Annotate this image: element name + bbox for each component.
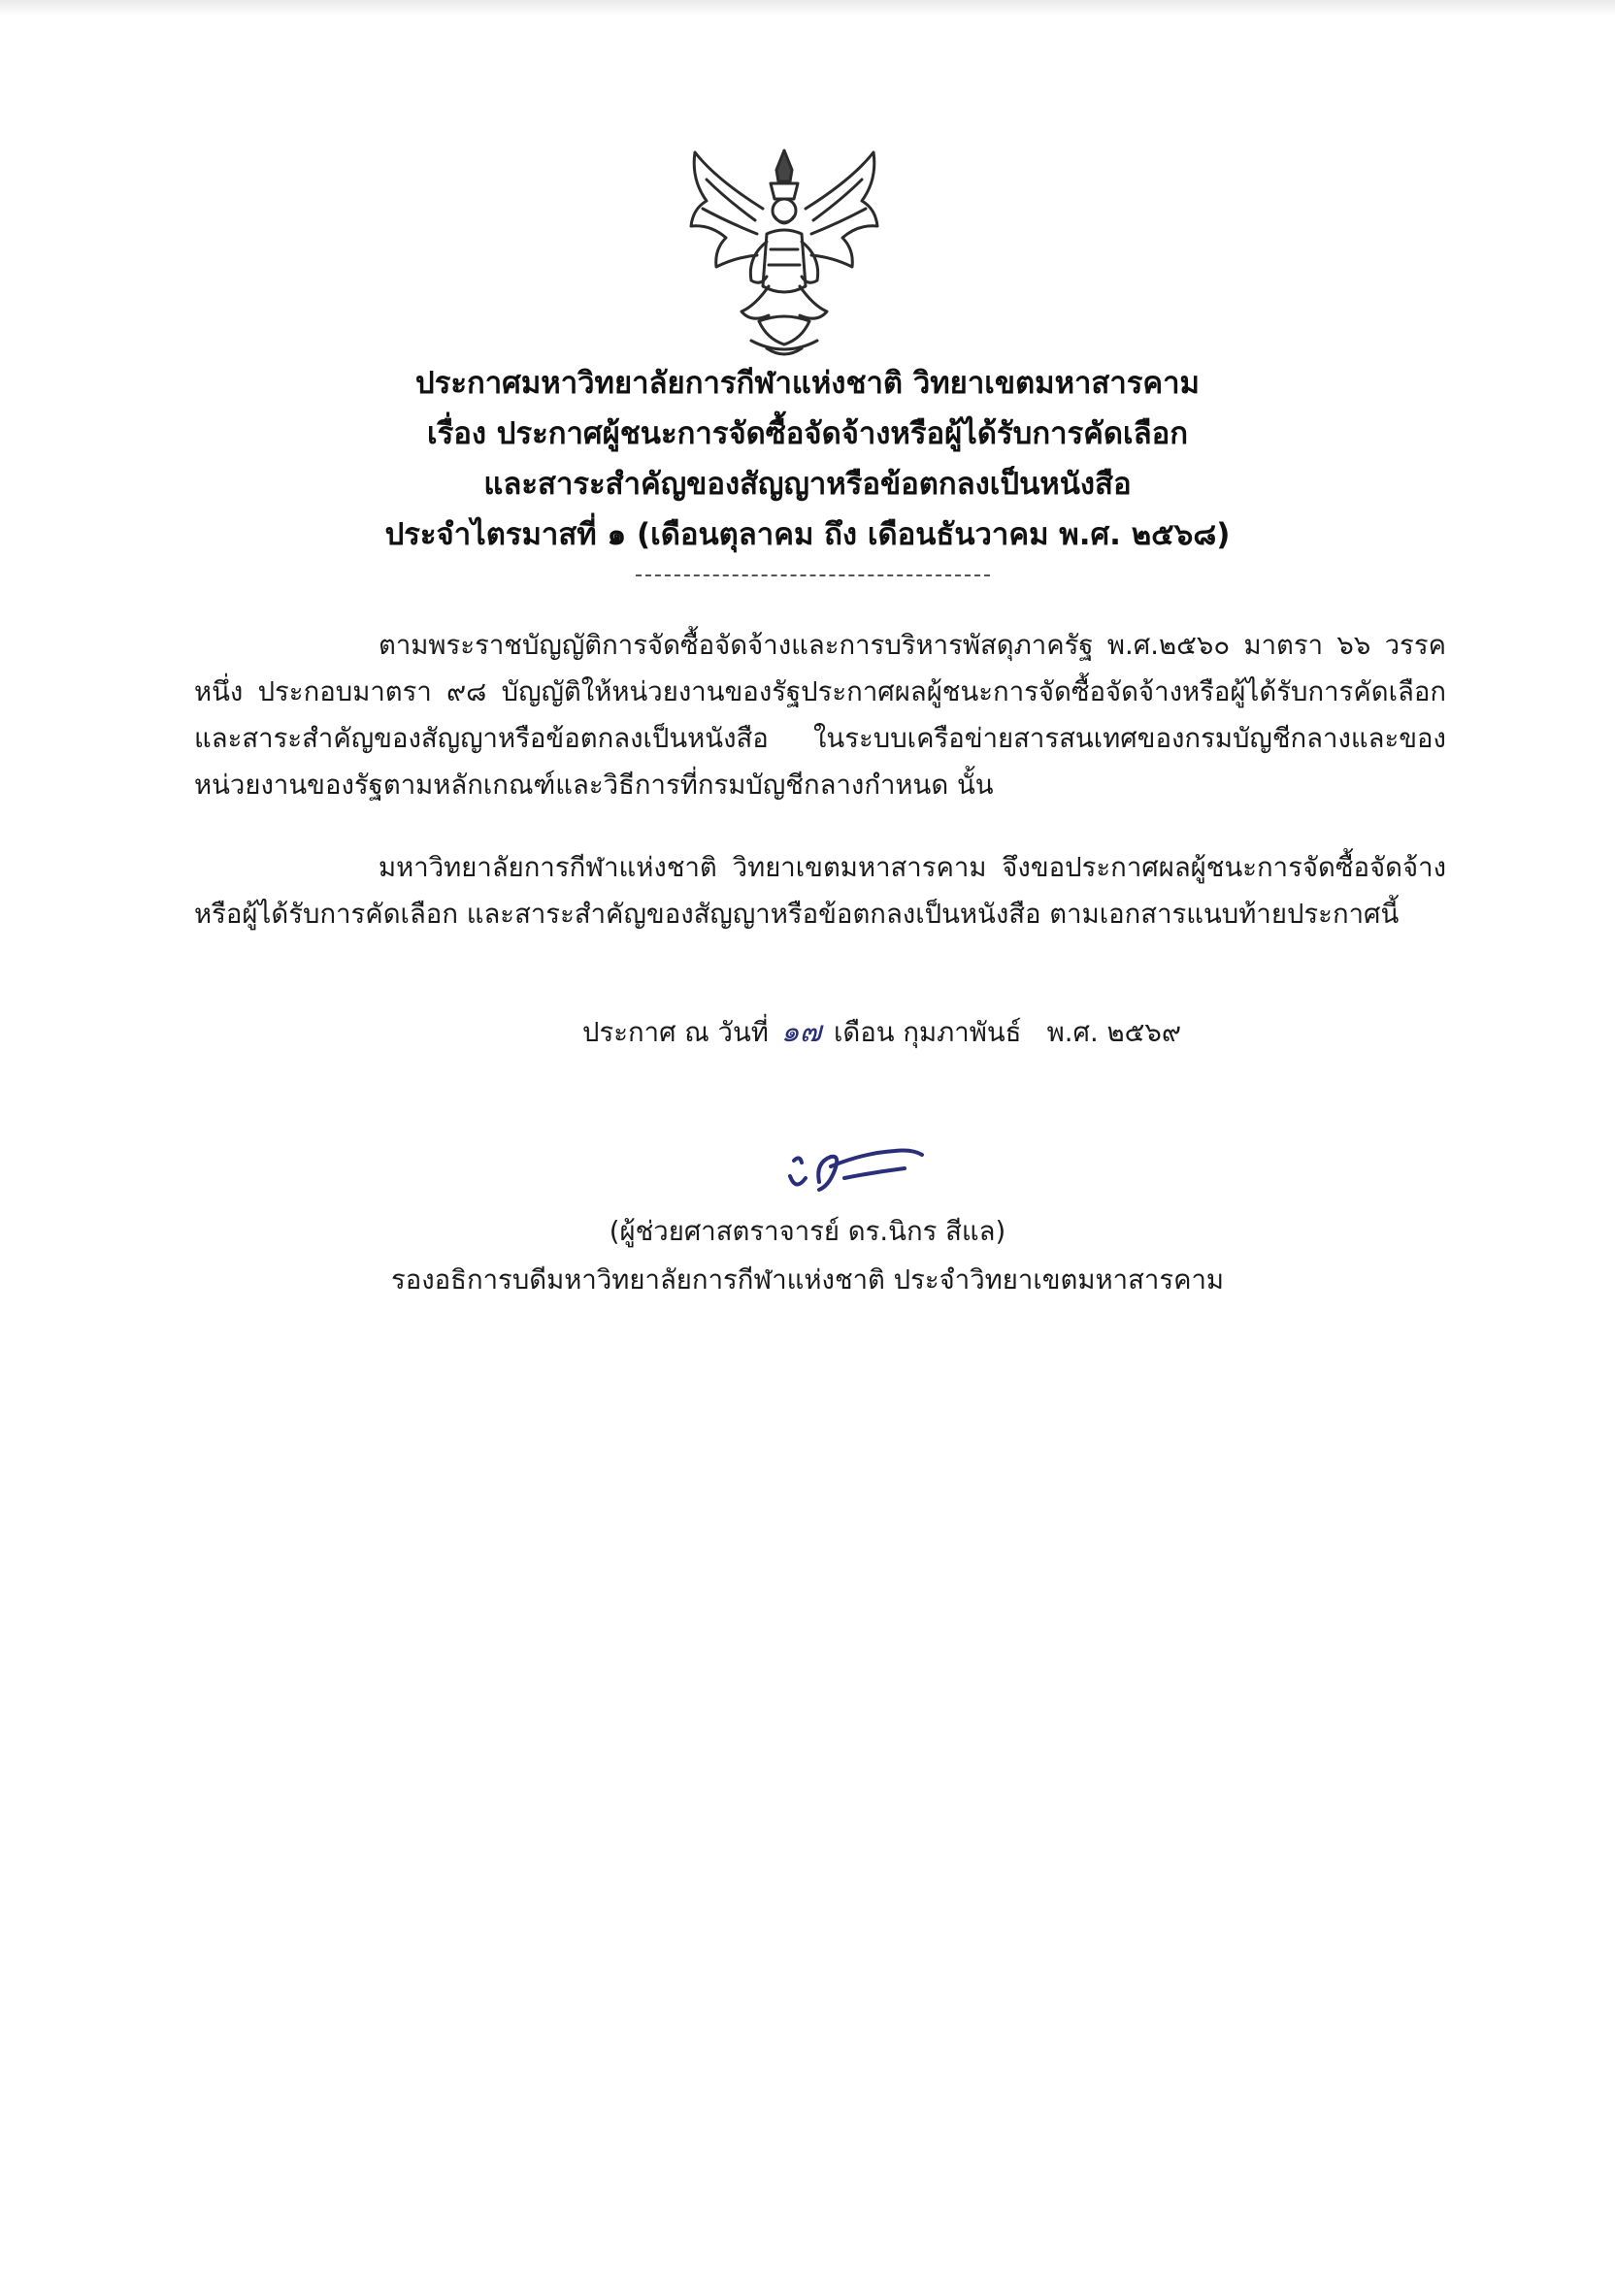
date-month: เดือน กุมภาพันธ์ [834,1017,1022,1048]
scan-edge-shadow [0,0,1615,16]
date-year: พ.ศ. ๒๕๖๙ [1046,1017,1181,1048]
body-paragraph-announcement: มหาวิทยาลัยการกีฬาแห่งชาติ วิทยาเขตมหาสารคาม จึงขอประกาศผลผู้ชนะการจัดซื้อจัดจ้างหรือผู้ได้รับการคัดเลือก และสาระสำคัญของสัญญาหรือข้อตกลงเป็นหนังสือ ตามเอกสารแนบท้ายประกาศนี้ [194,852,1446,930]
announcement-date [582,1009,1262,1056]
announcement-subject-continued: และสาระสำคัญของสัญญาหรือข้อตกลงเป็นหนังสือ [483,467,1132,502]
signatory-name: (ผู้ช่วยศาสตราจารย์ ดร.นิกร สีแล) [609,1216,1006,1247]
body-paragraph-legal-basis: ตามพระราชบัญญัติการจัดซื้อจัดจ้างและการบริหารพัสดุภาครัฐ พ.ศ.๒๕๖๐ มาตรา ๖๖ วรรคหนึ่ง ประกอบมาตรา ๙๘ บัญญัติให้หน่วยงานของรัฐประกาศผลผู้ชนะการจัดซื้อจัดจ้างหรือผู้ได้รับการคัดเลือกและสาระสำคัญของสัญญาหรือข้อตกลงเป็นหนังสือ ในระบบเครือข่ายสารสนเทศของกรมบัญชีกลางและของหน่วยงานของรัฐตามหลักเกณฑ์และวิธีการที่กรมบัญชีกลางกำหนด นั้น [194,630,1446,801]
garuda-emblem-icon [677,141,891,364]
signatory-title: รองอธิการบดีมหาวิทยาลัยการกีฬาแห่งชาติ ประจำวิทยาเขตมหาสารคาม [390,1264,1225,1296]
announcement-issuer: ประกาศมหาวิทยาลัยการกีฬาแห่งชาติ วิทยาเขตมหาสารคาม [415,366,1200,401]
handwritten-signature-icon [776,1133,941,1201]
announcement-quarter: ประจำไตรมาสที่ ๑ (เดือนตุลาคม ถึง เดือนธันวาคม พ.ศ. ๒๕๖๘) [384,517,1231,552]
dashed-divider [636,574,990,576]
date-prefix: ประกาศ ณ วันที่ [582,1017,769,1048]
handwritten-day: ๑๗ [780,1015,822,1049]
announcement-subject: เรื่อง ประกาศผู้ชนะการจัดซื้อจัดจ้างหรือผู้ได้รับการคัดเลือก [426,416,1189,451]
